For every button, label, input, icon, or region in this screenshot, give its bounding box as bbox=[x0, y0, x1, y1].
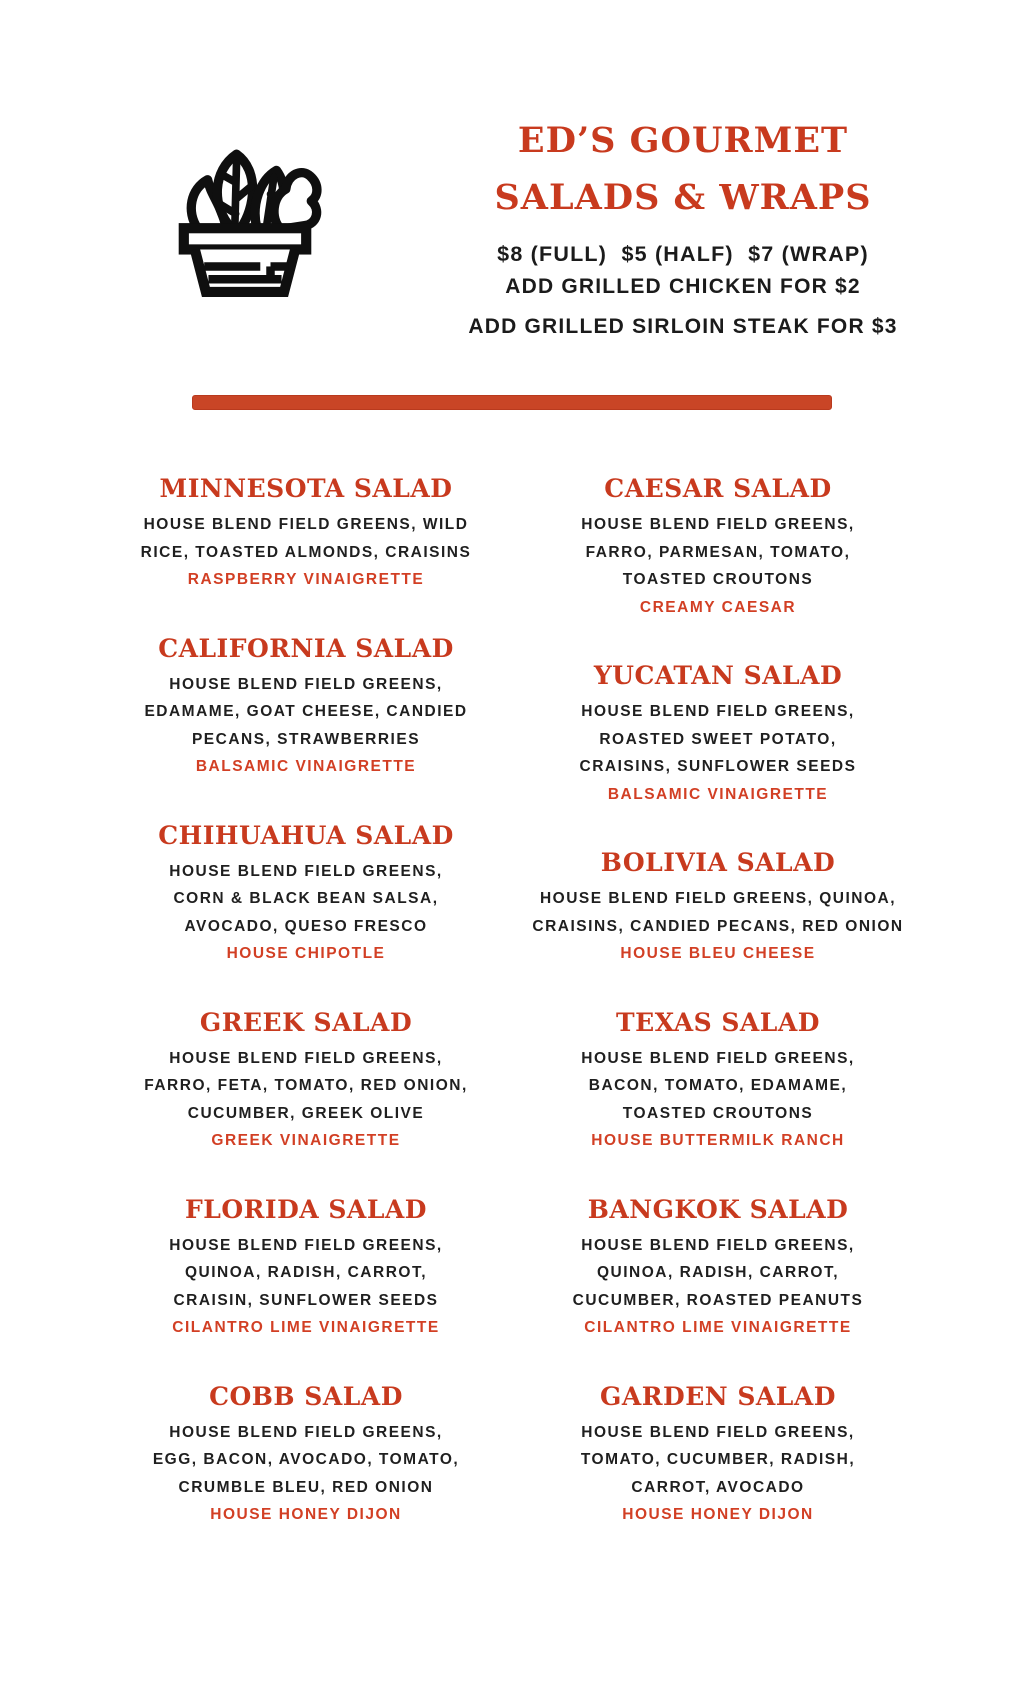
salad-name: CALIFORNIA SALAD bbox=[158, 633, 454, 663]
salad-dressing: BALSAMIC VINAIGRETTE bbox=[607, 785, 829, 803]
salad-description: HOUSE BLEND FIELD GREENS, EGG, BACON, AVOCADO, TOMATO, CRUMBLE BLEU, RED ONION bbox=[152, 1423, 460, 1496]
salad-description: HOUSE BLEND FIELD GREENS, FARRO, FETA, TOMATO, RED ONION, CUCUMBER, GREEK OLIVE bbox=[144, 1049, 468, 1122]
salad-name: BANGKOK SALAD bbox=[587, 1194, 849, 1224]
addon-steak-line: ADD GRILLED SIRLOIN STEAK FOR $3 bbox=[468, 315, 898, 338]
salad-dressing: CILANTRO LIME VINAIGRETTE bbox=[584, 1319, 852, 1336]
salad-description: HOUSE BLEND FIELD GREENS, QUINOA, CRAISINS, CANDIED PECANS, RED ONION bbox=[532, 890, 904, 935]
menu-item-cobb bbox=[112, 1382, 500, 1529]
salad-dressing: HOUSE BUTTERMILK RANCH bbox=[591, 1132, 845, 1149]
menu-item-minnesota bbox=[112, 474, 500, 594]
addon-chicken-line: ADD GRILLED CHICKEN FOR $2 bbox=[505, 275, 861, 298]
salad-dressing: BALSAMIC VINAIGRETTE bbox=[195, 758, 417, 775]
salad-name: GARDEN SALAD bbox=[600, 1381, 836, 1411]
salad-menu bbox=[0, 474, 1024, 1569]
salad-dressing: CREAMY CAESAR bbox=[639, 598, 797, 616]
menu-header bbox=[160, 112, 1024, 347]
salad-description: HOUSE BLEND FIELD GREENS, BACON, TOMATO, EDAMAME, TOASTED CROUTONS bbox=[581, 1049, 855, 1122]
menu-item-yucatan bbox=[524, 661, 912, 808]
salad-description: HOUSE BLEND FIELD GREENS, ROASTED SWEET POTATO, CRAISINS, SUNFLOWER SEEDS bbox=[579, 703, 857, 775]
salad-name: COBB SALAD bbox=[209, 1381, 403, 1411]
menu-column-left bbox=[112, 474, 500, 1569]
page-title-line2: SALADS & WRAPS bbox=[494, 177, 872, 218]
pricing-line: $8 (FULL) $5 (HALF) $7 (WRAP) bbox=[497, 242, 869, 266]
menu-column-right bbox=[524, 474, 912, 1569]
salad-description: HOUSE BLEND FIELD GREENS, QUINOA, RADISH, CARROT, CUCUMBER, ROASTED PEANUTS bbox=[572, 1236, 864, 1309]
page-title-line1: ED’S GOURMET bbox=[517, 120, 849, 161]
salad-dressing: HOUSE BLEU CHEESE bbox=[620, 945, 816, 962]
salad-name: BOLIVIA SALAD bbox=[600, 848, 836, 877]
salad-dressing: HOUSE CHIPOTLE bbox=[226, 945, 386, 962]
menu-item-california bbox=[112, 634, 500, 781]
menu-item-texas bbox=[524, 1008, 912, 1155]
menu-item-greek bbox=[112, 1008, 500, 1155]
salad-dressing: HOUSE HONEY DIJON bbox=[210, 1506, 402, 1523]
menu-item-florida bbox=[112, 1195, 500, 1342]
salad-dressing: HOUSE HONEY DIJON bbox=[622, 1506, 814, 1523]
salad-name: FLORIDA SALAD bbox=[185, 1194, 427, 1224]
salad-name: GREEK SALAD bbox=[199, 1007, 413, 1037]
salad-description: HOUSE BLEND FIELD GREENS, TOMATO, CUCUMBER, RADISH, CARROT, AVOCADO bbox=[580, 1423, 856, 1496]
salad-description: HOUSE BLEND FIELD GREENS, EDAMAME, GOAT CHEESE, CANDIED PECANS, STRAWBERRIES bbox=[144, 675, 468, 748]
salad-name: CHIHUAHUA SALAD bbox=[158, 820, 454, 850]
vegetable-basket-icon bbox=[160, 122, 330, 314]
divider-bar bbox=[192, 395, 832, 410]
salad-dressing: GREEK VINAIGRETTE bbox=[211, 1132, 401, 1149]
menu-item-bangkok bbox=[524, 1195, 912, 1342]
menu-item-chihuahua bbox=[112, 821, 500, 968]
salad-description: HOUSE BLEND FIELD GREENS, WILD RICE, TOASTED ALMONDS, CRAISINS bbox=[140, 516, 472, 561]
salad-dressing: CILANTRO LIME VINAIGRETTE bbox=[172, 1319, 440, 1336]
menu-item-caesar bbox=[524, 474, 912, 621]
salad-description: HOUSE BLEND FIELD GREENS, CORN & BLACK BEAN SALSA, AVOCADO, QUESO FRESCO bbox=[169, 862, 443, 935]
salad-dressing: RASPBERRY VINAIGRETTE bbox=[187, 571, 425, 588]
salad-description: HOUSE BLEND FIELD GREENS, FARRO, PARMESAN, TOMATO, TOASTED CROUTONS bbox=[581, 516, 855, 588]
menu-item-garden bbox=[524, 1382, 912, 1529]
salad-name: YUCATAN SALAD bbox=[593, 661, 843, 690]
salad-name: MINNESOTA SALAD bbox=[159, 474, 453, 503]
salad-name: CAESAR SALAD bbox=[604, 474, 832, 503]
menu-item-bolivia bbox=[524, 848, 912, 968]
salad-name: TEXAS SALAD bbox=[616, 1007, 820, 1037]
salad-description: HOUSE BLEND FIELD GREENS, QUINOA, RADISH, CARROT, CRAISIN, SUNFLOWER SEEDS bbox=[169, 1236, 443, 1309]
